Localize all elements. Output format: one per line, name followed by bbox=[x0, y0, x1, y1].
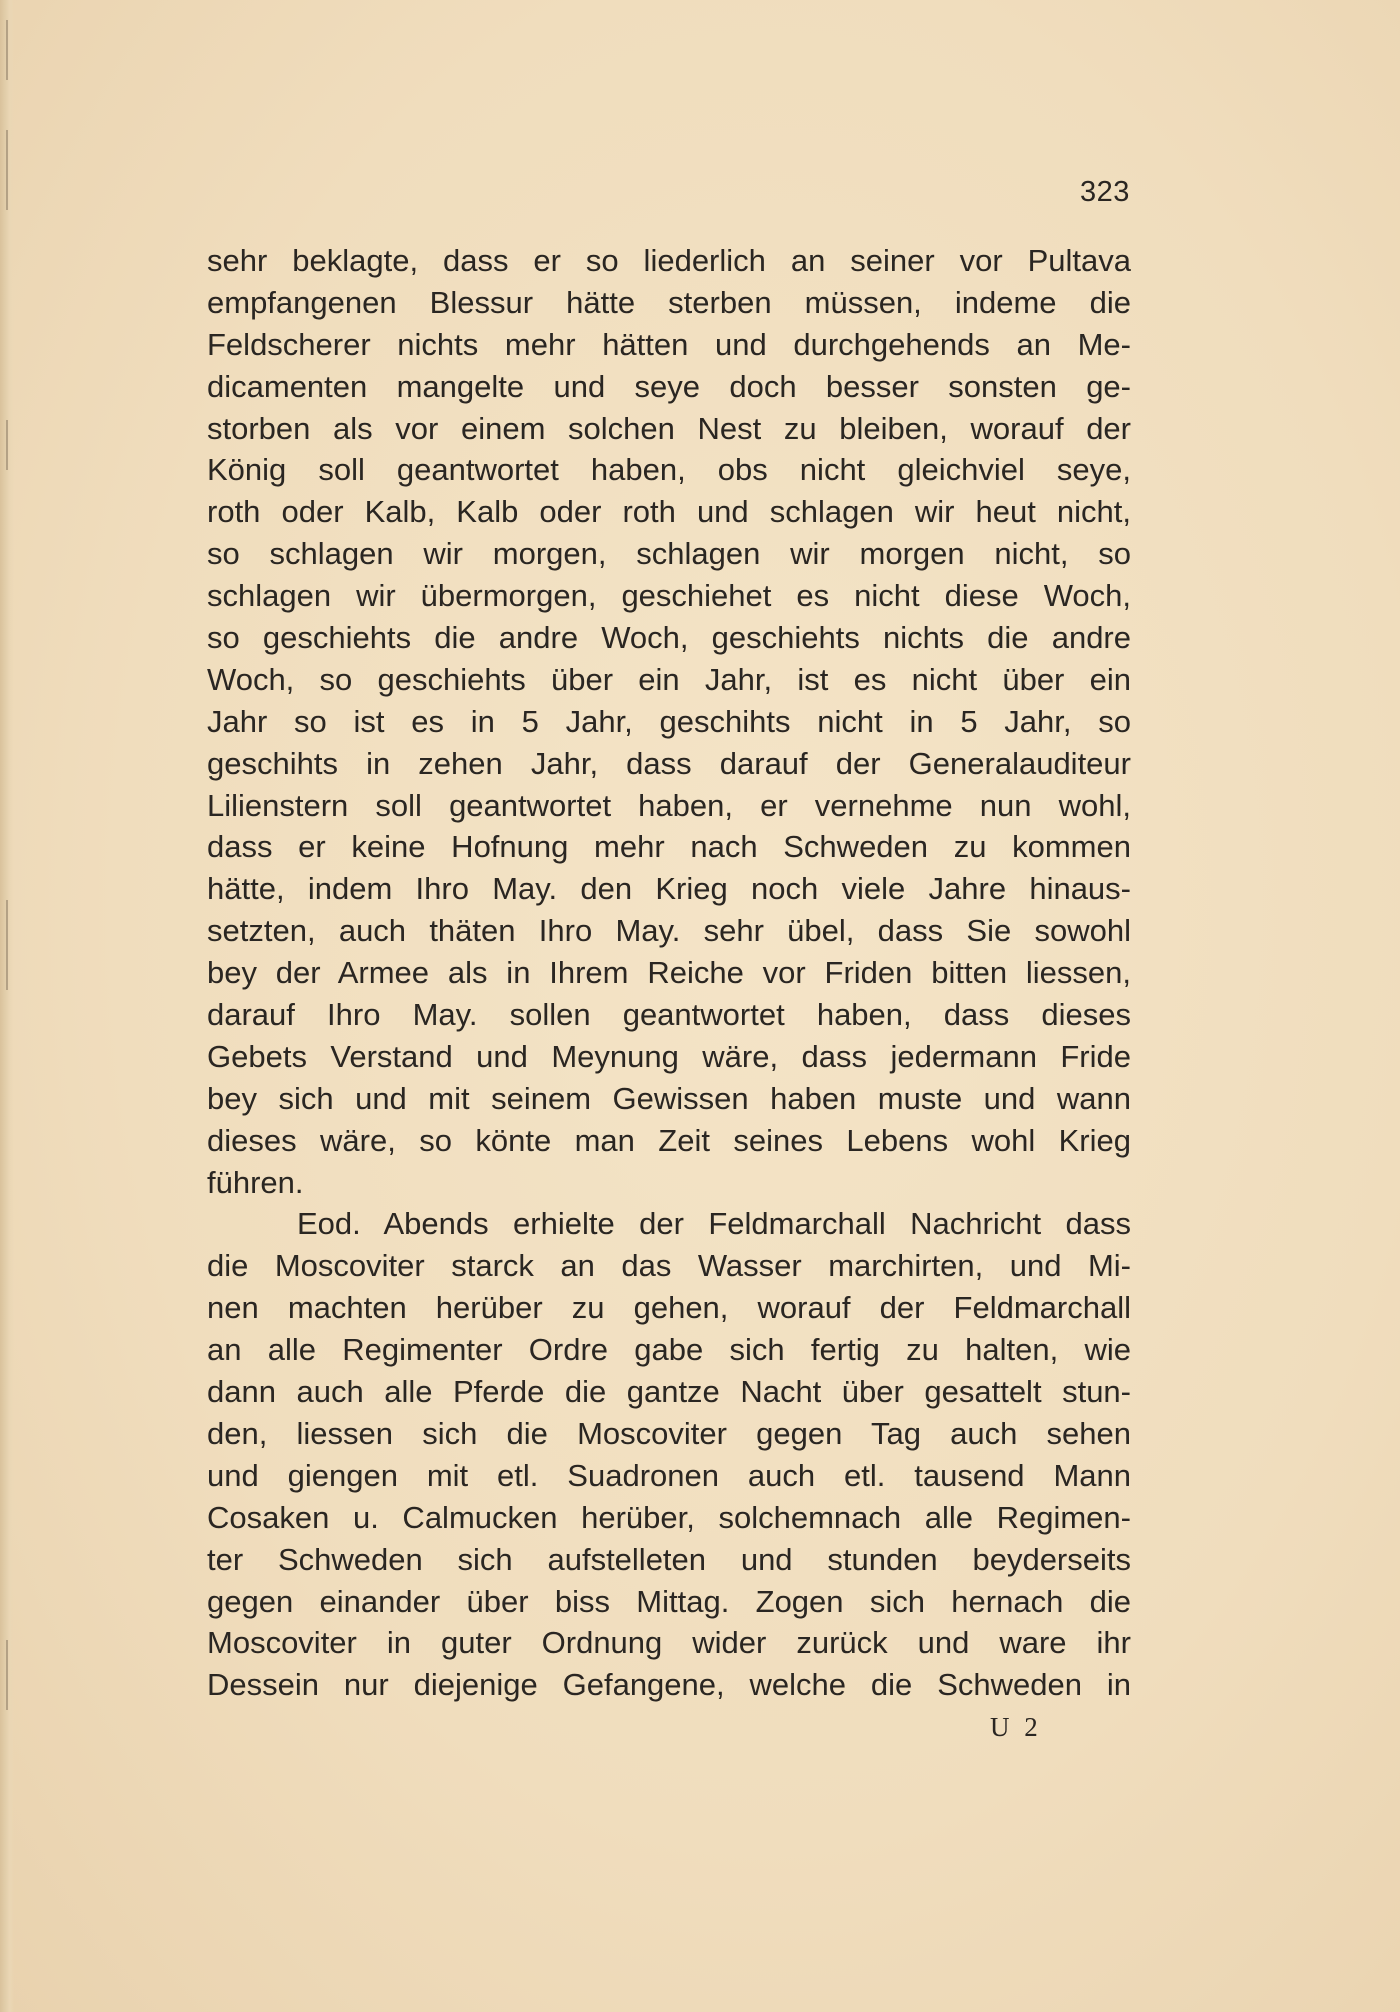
text-line: geschihts in zehen Jahr, dass darauf der Generalauditeur bbox=[207, 745, 1131, 781]
text-line: bey der Armee als in Ihrem Reiche vor Friden bitten liessen, bbox=[207, 955, 1131, 991]
text-line: Moscoviter in guter Ordnung wider zurück und ware ihr bbox=[207, 1625, 1131, 1661]
text-line: dicamenten mangelte und seye doch besser sonsten ge- bbox=[207, 368, 1131, 404]
text-line: ter Schweden sich aufstelleten und stunden beyderseits bbox=[207, 1541, 1131, 1577]
body-text bbox=[207, 240, 1131, 1706]
text-line: storben als vor einem solchen Nest zu bleiben, worauf der bbox=[207, 410, 1131, 446]
text-line: den, liessen sich die Moscoviter gegen Tag auch sehen bbox=[207, 1415, 1131, 1451]
page-number: 323 bbox=[1080, 176, 1130, 208]
text-line: setzten, auch thäten Ihro May. sehr übel, dass Sie sowohl bbox=[207, 913, 1131, 949]
text-line: und giengen mit etl. Suadronen auch etl. tausend Mann bbox=[207, 1457, 1131, 1493]
text-line: dann auch alle Pferde die gantze Nacht über gesattelt stun- bbox=[207, 1374, 1131, 1410]
text-line: Jahr so ist es in 5 Jahr, geschihts nicht in 5 Jahr, so bbox=[207, 703, 1131, 739]
edge-mark bbox=[6, 130, 8, 210]
text-line: empfangenen Blessur hätte sterben müssen, indeme die bbox=[207, 284, 1131, 320]
text-line: Woch, so geschiehts über ein Jahr, ist es nicht über ein bbox=[207, 661, 1131, 697]
text-line: König soll geantwortet haben, obs nicht gleichviel seye, bbox=[207, 452, 1131, 488]
text-line: sehr beklagte, dass er so liederlich an seiner vor Pultava bbox=[207, 243, 1131, 278]
page-left-edge bbox=[0, 0, 14, 2012]
text-line: dieses wäre, so könte man Zeit seines Lebens wohl Krieg bbox=[207, 1122, 1131, 1158]
text-line: bey sich und mit seinem Gewissen haben muste und wann bbox=[207, 1080, 1131, 1116]
edge-mark bbox=[6, 1640, 8, 1710]
text-line: die Moscoviter starck an das Wasser marchirten, und Mi- bbox=[207, 1248, 1131, 1284]
edge-mark bbox=[6, 420, 8, 470]
signature-mark: U 2 bbox=[990, 1712, 1042, 1742]
text-line: nen machten herüber zu gehen, worauf der Feldmarchall bbox=[207, 1290, 1131, 1326]
text-line: so geschiehts die andre Woch, geschiehts nichts die andre bbox=[207, 620, 1131, 656]
text-line: an alle Regimenter Ordre gabe sich fertig zu halten, wie bbox=[207, 1332, 1131, 1368]
edge-mark bbox=[6, 900, 8, 990]
paragraph-start: Eod. Abends erhielte der Feldmarchall Nachricht dass bbox=[297, 1206, 1131, 1242]
text-line: dass er keine Hofnung mehr nach Schweden zu kommen bbox=[207, 829, 1131, 865]
text-line: Lilienstern soll geantwortet haben, er vernehme nun wohl, bbox=[207, 787, 1131, 823]
text-line: gegen einander über biss Mittag. Zogen sich hernach die bbox=[207, 1583, 1131, 1619]
text-line: Gebets Verstand und Meynung wäre, dass jedermann Fride bbox=[207, 1038, 1131, 1074]
text-line: Cosaken u. Calmucken herüber, solchemnach alle Regimen- bbox=[207, 1499, 1131, 1535]
edge-mark bbox=[6, 20, 8, 80]
text-line: schlagen wir übermorgen, geschiehet es nicht diese Woch, bbox=[207, 578, 1131, 614]
text-line: Feldscherer nichts mehr hätten und durchgehends an Me- bbox=[207, 326, 1131, 362]
text-line: Dessein nur diejenige Gefangene, welche die Schweden in bbox=[207, 1667, 1131, 1703]
text-line: darauf Ihro May. sollen geantwortet haben, dass dieses bbox=[207, 997, 1131, 1033]
text-line: führen. bbox=[207, 1164, 304, 1200]
text-line: roth oder Kalb, Kalb oder roth und schlagen wir heut nicht, bbox=[207, 494, 1131, 530]
text-line: so schlagen wir morgen, schlagen wir morgen nicht, so bbox=[207, 536, 1131, 572]
text-line: hätte, indem Ihro May. den Krieg noch viele Jahre hinaus- bbox=[207, 871, 1131, 907]
